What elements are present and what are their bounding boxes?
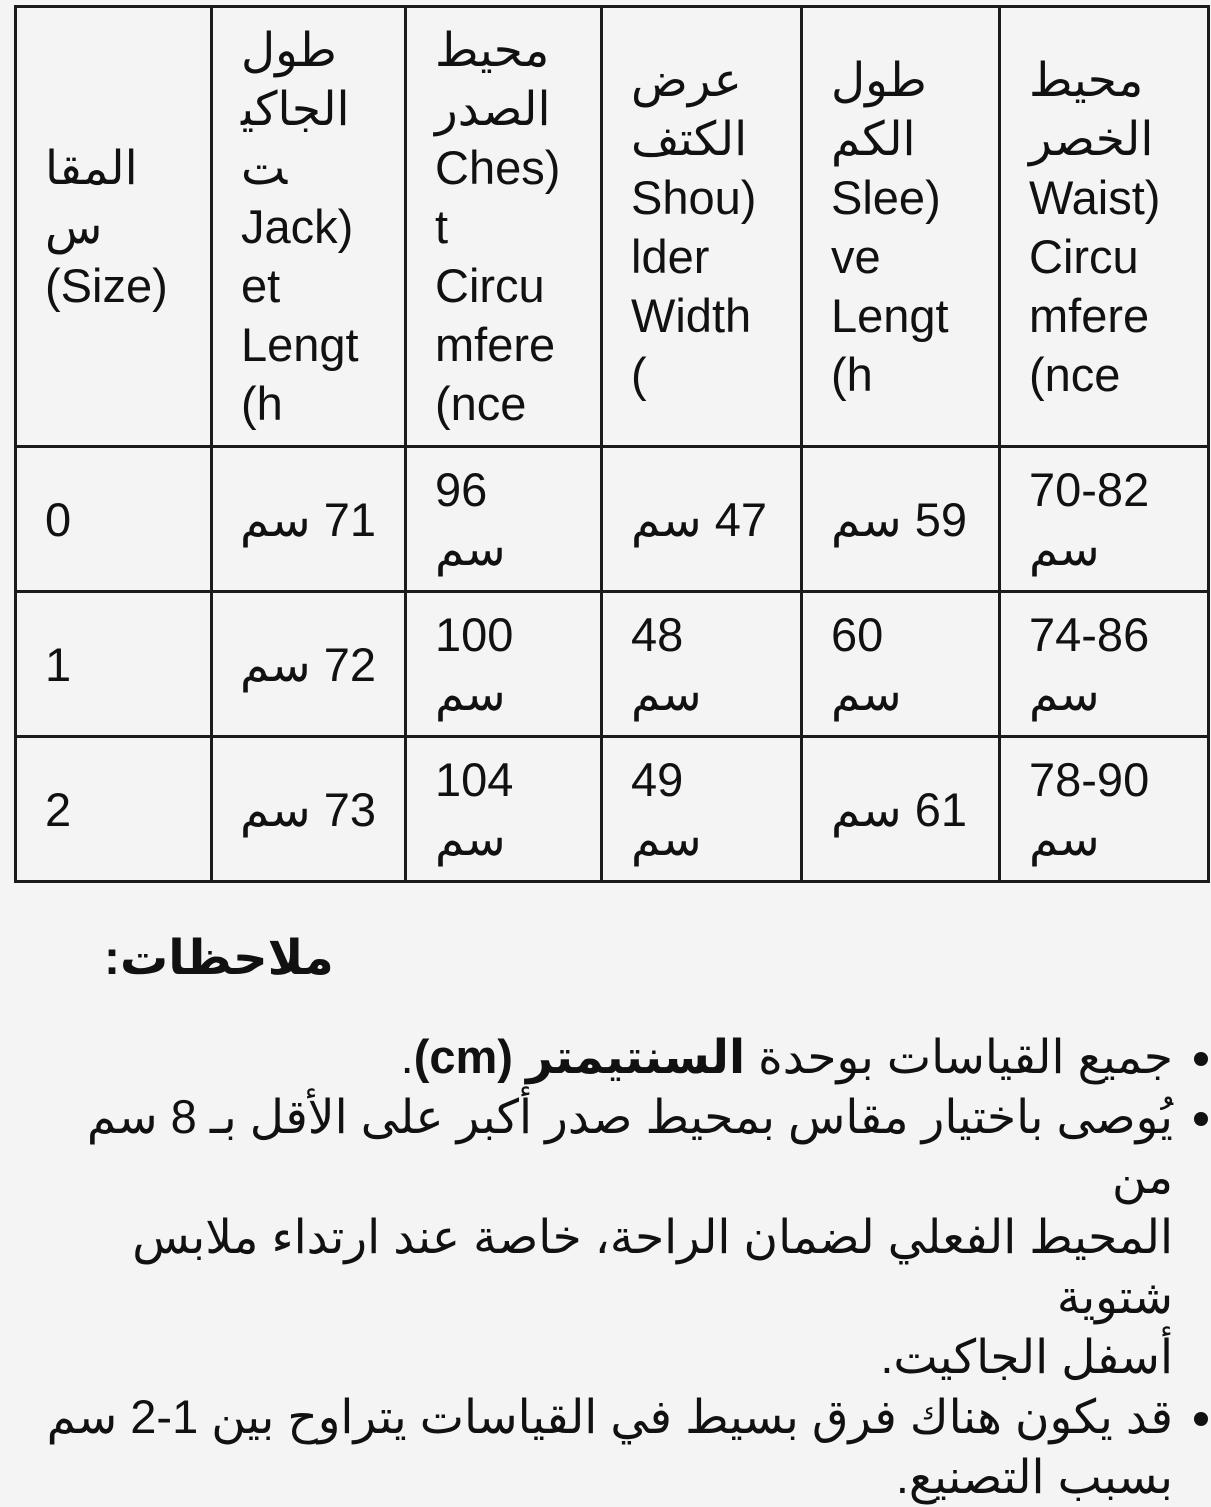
cell-line: 47 سم	[631, 492, 767, 546]
data-cell-chest_circumference	[406, 447, 602, 592]
header-cell-shoulder_width	[602, 7, 802, 447]
data-cell-jacket_length	[212, 592, 406, 737]
size-chart-table	[14, 5, 1210, 883]
notes-heading: ملاحظات:	[104, 932, 334, 985]
cell-line: طول	[241, 23, 337, 76]
cell-line: 96	[435, 463, 488, 516]
cell-line: 78-90	[1029, 753, 1150, 806]
data-cell-waist_circumference	[1000, 737, 1209, 882]
note-text: .	[400, 1030, 414, 1083]
cell-line: 60	[831, 608, 884, 661]
note-line: • يُوصى باختيار مقاس بمحيط صدر أكبر على الأقل بـ 8 سم من	[86, 1090, 1173, 1203]
data-cell-sleeve_length	[802, 737, 1000, 882]
cell-line: 72 سم	[240, 637, 376, 691]
cell-line: الكم	[831, 111, 916, 165]
cell-line: Shou)	[631, 170, 757, 224]
note-item-1	[14, 1027, 1173, 1087]
data-cell-size	[16, 737, 212, 882]
cell-line: 70-82	[1029, 463, 1150, 516]
note-bold-text: السنتيمتر (cm)	[413, 1030, 746, 1083]
data-cell-shoulder_width	[602, 592, 802, 737]
data-cell-waist_circumference	[1000, 447, 1209, 592]
cell-line: الكتف	[631, 111, 748, 165]
data-cell-shoulder_width	[602, 447, 802, 592]
cell-line: سم	[831, 667, 902, 720]
cell-line: 100	[435, 608, 514, 661]
cell-line: الخصر	[1029, 111, 1154, 165]
cell-line: سم	[631, 667, 702, 720]
data-cell-sleeve_length	[802, 447, 1000, 592]
cell-line: عرض	[631, 52, 742, 106]
note-line: بسبب التصنيع.	[895, 1450, 1173, 1503]
cell-line: س	[45, 200, 103, 253]
table-header-row	[16, 7, 1209, 447]
note-item-2	[14, 1087, 1173, 1387]
cell-line: ve	[831, 229, 881, 283]
data-cell-jacket_length	[212, 737, 406, 882]
cell-line: Lengt	[241, 318, 359, 371]
cell-line: محيط	[1029, 52, 1144, 106]
cell-line: lder	[631, 229, 710, 283]
cell-line: t	[435, 200, 449, 253]
note-line: • قد يكون هناك فرق بسيط في القياسات يتراوح بين 1-2 سم	[46, 1390, 1173, 1443]
cell-line: 0	[45, 492, 72, 546]
cell-line: Width	[631, 288, 752, 342]
cell-line: سم	[435, 812, 506, 865]
cell-line: et	[241, 259, 281, 312]
cell-line: سم	[1029, 522, 1100, 575]
notes-section	[14, 883, 1207, 1507]
cell-line: 59 سم	[831, 492, 967, 546]
data-cell-waist_circumference	[1000, 592, 1209, 737]
cell-line: 61 سم	[831, 782, 967, 836]
cell-line: Circu	[1029, 229, 1139, 283]
note-item-3	[14, 1387, 1173, 1507]
cell-line: Ches)	[435, 141, 561, 194]
note-line: أسفل الجاكيت.	[880, 1330, 1173, 1383]
cell-line: الجاكي‍	[241, 82, 350, 135]
cell-line: 74-86	[1029, 608, 1150, 661]
cell-line: سم	[1029, 667, 1100, 720]
cell-line: 49	[631, 753, 684, 806]
cell-line: (h	[241, 377, 283, 430]
cell-line: (Size)	[45, 259, 168, 312]
data-cell-chest_circumference	[406, 592, 602, 737]
cell-line: سم	[435, 667, 506, 720]
data-cell-jacket_length	[212, 447, 406, 592]
cell-line: سم	[1029, 812, 1100, 865]
data-cell-size	[16, 592, 212, 737]
cell-line: mfere	[1029, 288, 1150, 342]
cell-line: mfere	[435, 318, 556, 371]
cell-line: محيط	[435, 23, 550, 76]
data-cell-size	[16, 447, 212, 592]
header-cell-chest_circumference	[406, 7, 602, 447]
cell-line: سم	[631, 812, 702, 865]
cell-line: (	[631, 347, 647, 401]
cell-line: Circu	[435, 259, 545, 312]
cell-line: Waist)	[1029, 170, 1161, 224]
cell-line: 2	[45, 782, 72, 836]
cell-line: ‍ت	[241, 141, 288, 194]
cell-line: Jack)	[241, 200, 354, 253]
cell-line: 1	[45, 637, 72, 691]
header-cell-jacket_length	[212, 7, 406, 447]
cell-line: المقا	[45, 141, 138, 194]
cell-line: Slee)	[831, 170, 941, 224]
table-row-size-2	[16, 737, 1209, 882]
cell-line: سم	[435, 522, 506, 575]
note-text: جميع القياسات بوحدة	[745, 1030, 1173, 1083]
table-row-size-1	[16, 592, 1209, 737]
data-cell-chest_circumference	[406, 737, 602, 882]
cell-line: (nce	[1029, 347, 1121, 401]
cell-line: (h	[831, 347, 873, 401]
header-cell-waist_circumference	[1000, 7, 1209, 447]
cell-line: 104	[435, 753, 514, 806]
cell-line: (nce	[435, 377, 527, 430]
cell-line: الصدر	[435, 82, 551, 135]
cell-line: طول	[831, 52, 927, 106]
cell-line: 73 سم	[240, 782, 376, 836]
data-cell-sleeve_length	[802, 592, 1000, 737]
data-cell-shoulder_width	[602, 737, 802, 882]
header-cell-size	[16, 7, 212, 447]
cell-line: Lengt	[831, 288, 949, 342]
notes-list	[14, 1027, 1207, 1507]
cell-line: 71 سم	[240, 492, 376, 546]
note-line: المحيط الفعلي لضمان الراحة، خاصة عند ارتداء ملابس شتوية	[132, 1210, 1173, 1323]
table-row-size-0	[16, 447, 1209, 592]
cell-line: 48	[631, 608, 684, 661]
header-cell-sleeve_length	[802, 7, 1000, 447]
